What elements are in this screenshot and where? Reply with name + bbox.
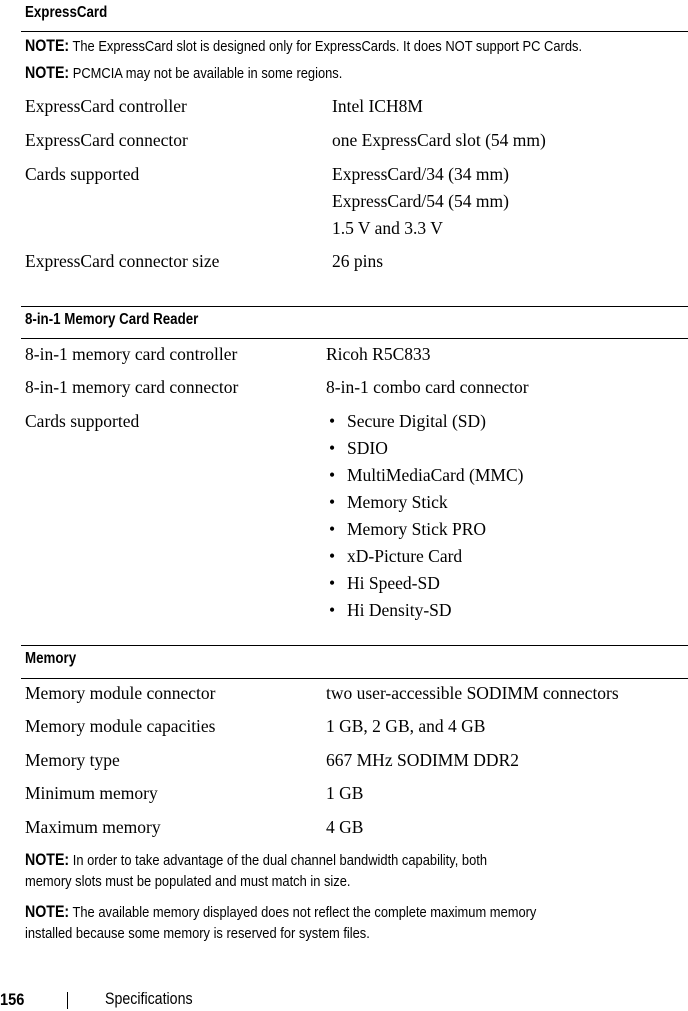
- supported-card-item: • MultiMediaCard (MMC): [329, 465, 524, 485]
- expresscard-note-1: NOTE: The ExpressCard slot is designed only for ExpressCards. It does NOT support PC Cards.: [25, 37, 583, 55]
- expresscard-cards-value-1: ExpressCard/34 (34 mm): [332, 164, 509, 184]
- card-reader-heading: 8-in-1 Memory Card Reader: [25, 311, 199, 328]
- memory-capacities-value: 1 GB, 2 GB, and 4 GB: [326, 716, 486, 736]
- card-reader-connector-label: 8-in-1 memory card connector: [25, 377, 239, 397]
- memory-top-rule: [21, 645, 688, 646]
- expresscard-heading: ExpressCard: [25, 4, 108, 21]
- memory-maximum-label: Maximum memory: [25, 817, 161, 837]
- memory-maximum-value: 4 GB: [326, 817, 364, 837]
- supported-card-item: • Memory Stick: [329, 492, 448, 512]
- memory-type-label: Memory type: [25, 750, 120, 770]
- bullet-icon: •: [329, 411, 336, 431]
- expresscard-rule: [21, 31, 688, 32]
- memory-connector-label: Memory module connector: [25, 683, 216, 703]
- card-reader-rule: [21, 338, 688, 339]
- expresscard-cards-value-2: ExpressCard/54 (54 mm): [332, 191, 509, 211]
- expresscard-connector-label: ExpressCard connector: [25, 130, 188, 150]
- expresscard-note-2: NOTE: PCMCIA may not be available in some regions.: [25, 64, 343, 82]
- memory-heading: Memory: [25, 650, 77, 667]
- memory-note-1: NOTE: In order to take advantage of the dual channel bandwidth capability, both memory slots must be populated and must match in size.: [25, 851, 488, 890]
- footer-section-title: Specifications: [105, 990, 193, 1008]
- supported-card-item: • Hi Density-SD: [329, 600, 452, 620]
- expresscard-connector-value: one ExpressCard slot (54 mm): [332, 130, 546, 150]
- footer-separator: [67, 992, 68, 1009]
- memory-capacities-label: Memory module capacities: [25, 716, 216, 736]
- supported-card-item: • Secure Digital (SD): [329, 411, 486, 431]
- bullet-icon: •: [329, 492, 336, 512]
- bullet-icon: •: [329, 573, 336, 593]
- bullet-icon: •: [329, 438, 336, 458]
- supported-card-item: • xD-Picture Card: [329, 546, 463, 566]
- memory-note-2: NOTE: The available memory displayed does not reflect the complete maximum memory installed because some memory is reserved for system files.: [25, 903, 537, 942]
- card-reader-controller-value: Ricoh R5C833: [326, 344, 431, 364]
- expresscard-size-value: 26 pins: [332, 251, 384, 271]
- memory-connector-value: two user-accessible SODIMM connectors: [326, 683, 619, 703]
- page-number: 156: [0, 990, 25, 1009]
- expresscard-cards-label: Cards supported: [25, 164, 140, 184]
- supported-card-item: • Memory Stick PRO: [329, 519, 487, 539]
- card-reader-connector-value: 8-in-1 combo card connector: [326, 377, 529, 397]
- supported-card-item: • Hi Speed-SD: [329, 573, 440, 593]
- bullet-icon: •: [329, 600, 336, 620]
- expresscard-size-label: ExpressCard connector size: [25, 251, 220, 271]
- bullet-icon: •: [329, 465, 336, 485]
- expresscard-controller-value: Intel ICH8M: [332, 96, 423, 116]
- memory-minimum-label: Minimum memory: [25, 783, 158, 803]
- bullet-icon: •: [329, 519, 336, 539]
- bullet-icon: •: [329, 546, 336, 566]
- supported-card-item: • SDIO: [329, 438, 388, 458]
- memory-rule: [21, 678, 688, 679]
- card-reader-cards-label: Cards supported: [25, 411, 140, 431]
- expresscard-controller-label: ExpressCard controller: [25, 96, 187, 116]
- card-reader-controller-label: 8-in-1 memory card controller: [25, 344, 238, 364]
- card-reader-top-rule: [21, 306, 688, 307]
- memory-minimum-value: 1 GB: [326, 783, 364, 803]
- expresscard-cards-value-3: 1.5 V and 3.3 V: [332, 218, 443, 238]
- memory-type-value: 667 MHz SODIMM DDR2: [326, 750, 519, 770]
